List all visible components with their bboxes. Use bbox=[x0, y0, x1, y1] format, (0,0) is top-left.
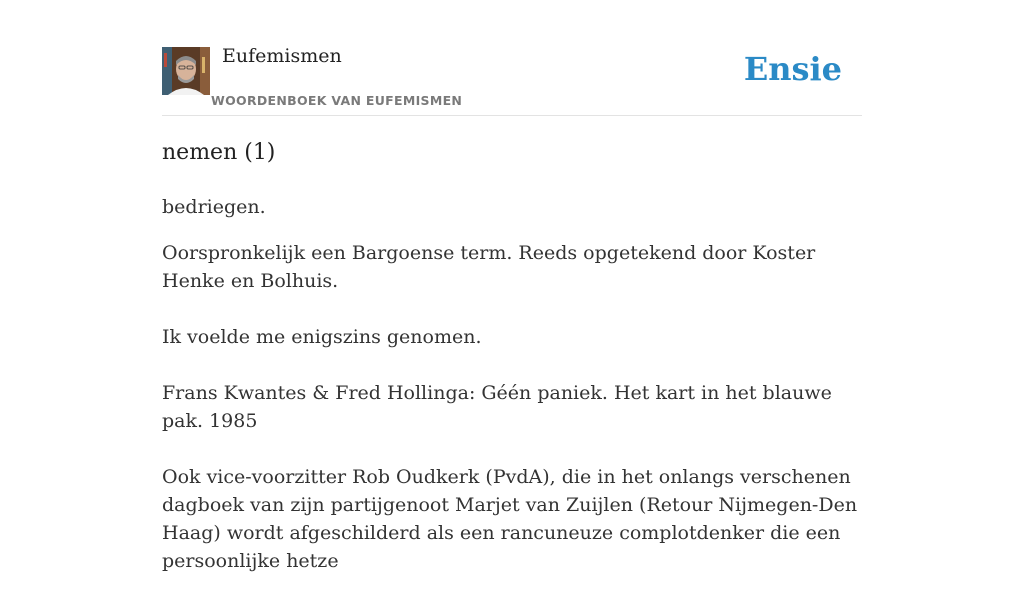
dictionary-subtitle[interactable]: WOORDENBOEK VAN EUFEMISMEN bbox=[211, 93, 463, 108]
main-container bbox=[162, 0, 862, 572]
author-portrait-icon bbox=[162, 47, 210, 95]
avatar[interactable] bbox=[162, 47, 210, 95]
explanation-paragraph: Ook vice-voorzitter Rob Oudkerk (PvdA), die in het onlangs verschenen dagboek van zijn partijgenoot Marjet van Zuijlen (Retour Nijmegen-Den Haag) wordt afgeschilderd als een rancuneuze complotdenker die een persoonlijke hetze bbox=[162, 466, 858, 572]
header bbox=[162, 0, 862, 116]
explanation-paragraph: Ik voelde me enigszins genomen. bbox=[162, 326, 482, 348]
entry-explanation bbox=[162, 239, 862, 603]
entry-title: nemen (1) bbox=[162, 140, 276, 165]
explanation-paragraph: Frans Kwantes & Fred Hollinga: Géén paniek. Het kart in het blauwe pak. 1985 bbox=[162, 382, 832, 432]
explanation-paragraph: Oorspronkelijk een Bargoense term. Reeds opgetekend door Koster Henke en Bolhuis. bbox=[162, 242, 816, 292]
author-link[interactable]: Eufemismen bbox=[222, 45, 342, 67]
ensie-logo-link[interactable]: Ensie bbox=[743, 50, 842, 88]
entry-definition: bedriegen. bbox=[162, 196, 266, 218]
